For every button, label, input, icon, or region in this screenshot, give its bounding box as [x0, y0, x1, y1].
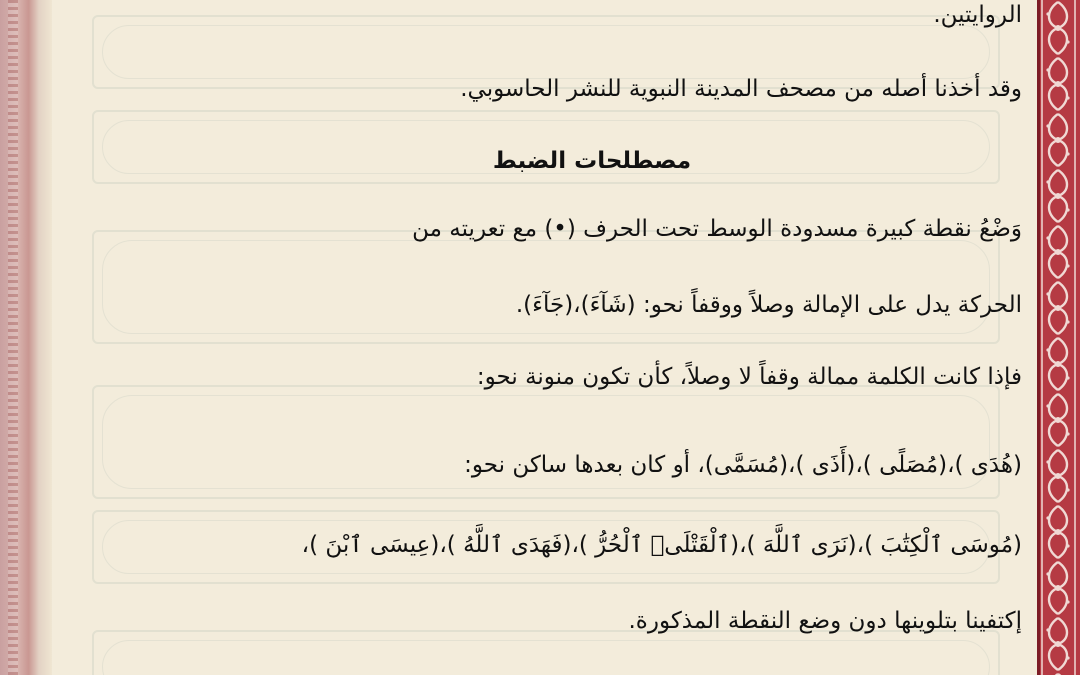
text-line: الحركة يدل على الإمالة وصلاً ووقفاً نحو: (شَآءَ)،(جَآءَ). [515, 292, 1022, 318]
text-line: فإذا كانت الكلمة ممالة وقفاً لا وصلاً، كأن تكون منونة نحو: [476, 364, 1022, 390]
section-heading: مصطلحات الضبط [492, 148, 692, 174]
text-line: إكتفينا بتلوينها دون وضع النقطة المذكورة. [628, 608, 1022, 634]
bleed-through-band [92, 230, 1000, 344]
text-line: وَضْعُ نقطة كبيرة مسدودة الوسط تحت الحرف (•) مع تعريته من [412, 216, 1022, 242]
ornamental-border [1037, 0, 1080, 675]
text-line: وقد أخذنا أصله من مصحف المدينة النبوية للنشر الحاسوبي. [460, 76, 1022, 102]
book-page [52, 0, 1040, 675]
bleed-through-band [92, 385, 1000, 499]
ornament-pattern [1040, 0, 1077, 675]
book-spine-edge [0, 0, 52, 675]
bleed-through-band [92, 630, 1000, 675]
text-line: (هُدَى )،(مُصَلًى )،(أَذَى )،(مُسَمَّى)، أو كان بعدها ساكن نحو: [464, 452, 1022, 478]
text-line: الروايتين. [933, 2, 1022, 28]
text-line: (مُوسَى ٱلْكِتَٰبَ )،(نَرَى ٱللَّهَ )،(ٱلْقَتْلَىۖ ٱلْحُرُّ )،(فَهَدَى ٱللَّهُ )،(عِيسَى ٱبْنَ )، [301, 532, 1022, 558]
